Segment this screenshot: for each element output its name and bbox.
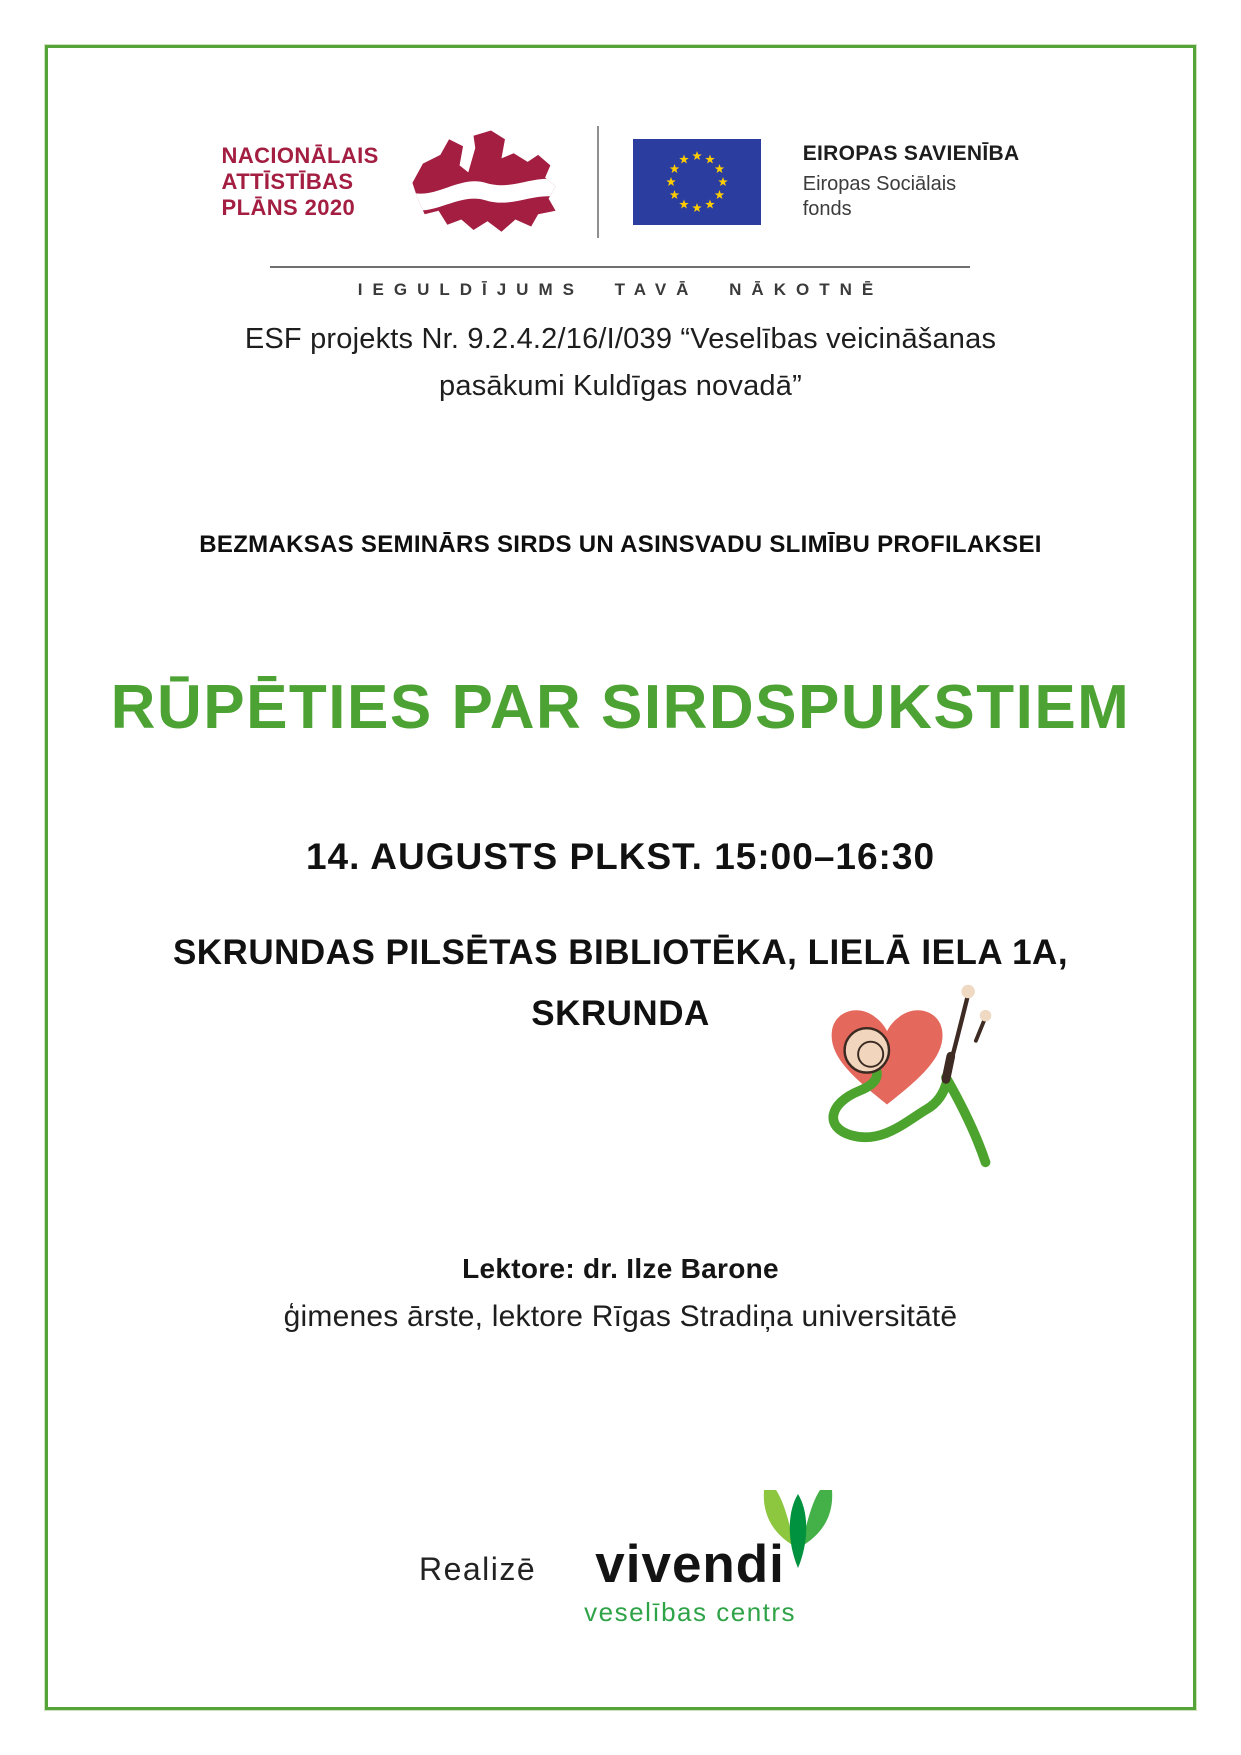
lecturer-description: ģimenes ārste, lektore Rīgas Stradiņa universitātē [283, 1300, 958, 1333]
vivendi-logo [584, 1535, 822, 1628]
header-logos [0, 126, 1241, 238]
esf-tagline: IEGULDĪJUMS TAVĀ NĀKOTNĒ [357, 280, 884, 299]
project-description [0, 316, 1241, 410]
eu-subtitle-line1: Eiropas Sociālais [802, 173, 957, 195]
nap2020-logo-text [222, 143, 379, 221]
lecturer-name: Lektore: dr. Ilze Barone [462, 1253, 779, 1284]
nap-line-1: NACIONĀLAIS [221, 143, 379, 169]
seminar-location [0, 922, 1241, 1044]
eu-flag-icon [633, 139, 761, 225]
vivendi-subtitle: veselības centrs [584, 1597, 797, 1627]
heart-stethoscope-icon [778, 980, 1000, 1170]
vivendi-wordmark: vivendi [595, 1535, 785, 1594]
realize-label: Realizē [418, 1551, 537, 1587]
project-line-1: ESF projekts Nr. 9.2.4.2/16/I/039 “Veselības veicināšanas [244, 323, 997, 355]
nap-line-3: PLĀNS 2020 [221, 194, 356, 220]
footer [0, 1535, 1241, 1628]
location-line-2: SKRUNDA [531, 994, 710, 1033]
seminar-kicker: BEZMAKSAS SEMINĀRS SIRDS UN ASINSVADU SLIMĪBU PROFILAKSEI [199, 531, 1042, 558]
seminar-title: RŪPĒTIES PAR SIRDSPUKSTIEM [110, 673, 1131, 742]
vivendi-leaf-icon [758, 1486, 838, 1570]
project-line-2: pasākumi Kuldīgas novadā” [439, 369, 802, 402]
eu-subtitle-line2: fonds [802, 198, 852, 220]
logo-divider [597, 126, 599, 238]
eu-logo-text [803, 142, 1020, 222]
header-rule [270, 266, 970, 268]
eu-subtitle [803, 172, 1020, 222]
seminar-datetime: 14. AUGUSTS PLKST. 15:00–16:30 [305, 836, 936, 877]
eu-title: EIROPAS SAVIENĪBA [802, 142, 1020, 165]
latvia-map-icon [405, 127, 563, 237]
nap-line-2: ATTĪSTĪBAS [221, 169, 354, 195]
location-line-1: SKRUNDAS PILSĒTAS BIBLIOTĒKA, LIELĀ IELA 1A, [172, 933, 1069, 972]
